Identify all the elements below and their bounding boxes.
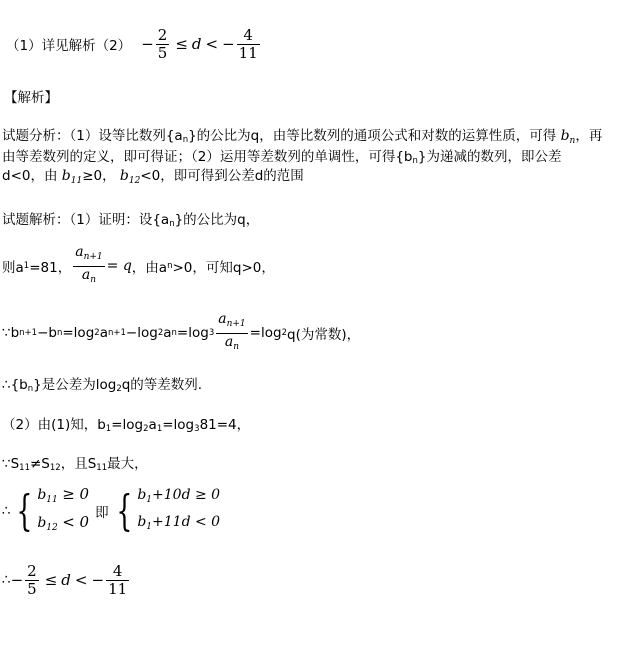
answer-prefix: （1）详见解析（2） [6,38,132,54]
solution-line-a: 则a 1 =81， $\frac{a_{n+1}}{a_n}$ = q ，由a n >0，可知q>0， [2,246,275,286]
fraction-2-5: $\frac{2}{5}$ [157,25,168,62]
minus-sign: − [141,35,154,53]
lt-sign: < [205,35,219,53]
minus-sign-2: − [222,35,235,53]
solution-line-b: ∵b n+1 −b n =log 2 a n+1 −log 2 a n =log 3 $\frac{a_{n+1}}{a_n}$ =log 2 q(为常数)， [2,313,360,353]
final-answer: ∴ − $\frac{2}{5}$ ≤ d < − $\frac{4}{11}$ [2,561,128,598]
solution-title: 试题解析：（1）证明：设{an}的公比为q， [2,212,260,229]
analysis-line-3: d<0，由 $b_{11}\ge 0$， $b_{12}<0$，即可得到公差d的范围 [2,168,304,186]
analysis-line-1: 试题分析：（1）设等比数列{an}的公比为q，由等比数列的通项公式和对数的运算性质，可得 $b_n$，再 [2,128,603,146]
solution-line-c: ∴{bn}是公差为log2q的等差数列. [2,377,203,394]
variable-d: d [191,35,202,53]
ratio-fraction-2: $\frac{a_{n+1}}{a_n}$ [218,310,246,352]
answer-line [6,24,262,64]
section-title: 【解析】 [4,90,58,106]
inequality-system: ∴ { $b_{11} \ge 0$ $b_{12} < 0$ 即 { $b_1+10d \ge 0$ $b_1+11d < 0$ [2,485,221,535]
leq-sign: ≤ [175,35,188,53]
fraction-4-11: $\frac{4}{11}$ [238,25,258,62]
ratio-fraction: $\frac{a_{n+1}}{a_n}$ [75,243,103,285]
solution-line-d: （2）由(1)知，b1=log2a1=log381=4， [2,417,251,434]
solution-line-e: ∵S11≠S12，且S11最大， [2,456,148,473]
analysis-line-2: 由等差数列的定义，即可得证；（2）运用等差数列的单调性，可得{bn}为递减的数列，即公差 [2,149,562,166]
